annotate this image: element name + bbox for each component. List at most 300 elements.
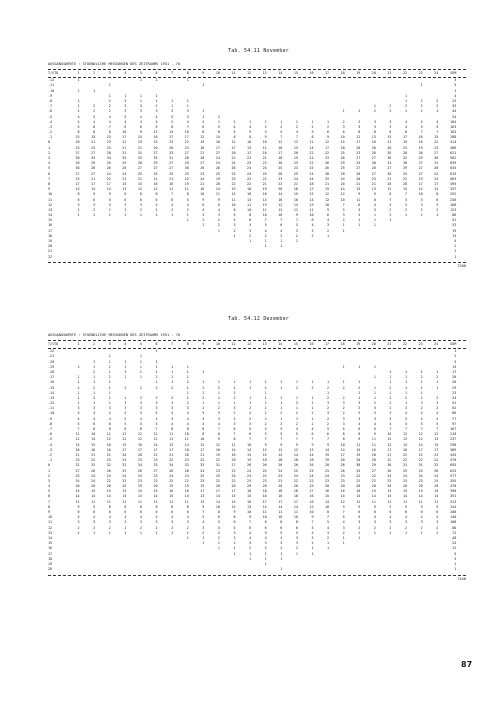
table-cell: 3 xyxy=(358,520,361,525)
header-cell: T/STD xyxy=(48,342,59,346)
table-cell: 18 xyxy=(278,458,283,463)
table-cell: 1 xyxy=(108,354,111,359)
table-cell: 20 xyxy=(262,484,267,489)
table-cell: 17 xyxy=(200,489,205,494)
table-cell: 4 xyxy=(436,119,439,124)
table-cell: 8 xyxy=(139,504,142,509)
table-cell: 2 xyxy=(295,421,298,426)
table-cell: 6 xyxy=(202,124,205,129)
table-cell: 18 xyxy=(262,458,267,463)
table-cell: 1 xyxy=(108,369,111,374)
table-cell: 17 xyxy=(106,181,111,186)
table-cell: 4 xyxy=(311,223,314,228)
table-cell: 1 xyxy=(420,530,423,535)
table-cell: 12 xyxy=(293,447,298,452)
row-label: 19 xyxy=(48,561,53,566)
page-number: 87 xyxy=(461,660,473,669)
table-cell: 15 xyxy=(75,442,80,447)
table-cell: 5 xyxy=(155,124,158,129)
table-cell: 8 xyxy=(139,192,142,197)
table-cell: 19 xyxy=(184,181,189,186)
table-cell: 7 xyxy=(202,510,205,514)
table-cell: 2 xyxy=(327,416,330,421)
table-cell: 25 xyxy=(169,171,174,176)
table-cell: 26 xyxy=(340,468,345,473)
header-cell: 6 xyxy=(155,342,158,346)
table-cell: 3 xyxy=(373,520,376,525)
table-cell: 14 xyxy=(106,187,111,192)
table-cell: 22 xyxy=(184,140,189,145)
table-cell: 20 xyxy=(231,484,236,489)
divider xyxy=(48,575,466,576)
table-cell: 3 xyxy=(280,541,283,546)
table-cell xyxy=(189,567,205,572)
table-cell: 17 xyxy=(153,447,158,452)
table-cell: 14 xyxy=(75,494,80,499)
table-cell: 2 xyxy=(77,364,80,369)
table-cell: 23 xyxy=(340,473,345,478)
row-label: -12 xyxy=(48,78,55,83)
table-cell: 3 xyxy=(217,411,220,416)
table-cell: 2 xyxy=(327,395,330,400)
table-cell: 4 xyxy=(373,421,376,426)
table-cell: 23 xyxy=(122,478,127,483)
table-cell: 10 xyxy=(200,437,205,442)
table-cell: 28 xyxy=(184,156,189,160)
table-cell: 17 xyxy=(200,447,205,452)
table-cell: 12 xyxy=(325,140,330,145)
row-sum: 445 xyxy=(450,452,457,457)
table-cell: 2 xyxy=(202,218,205,223)
row-label: 22 xyxy=(48,254,53,259)
table-cell: 1 xyxy=(358,364,361,369)
table-cell: 11 xyxy=(262,207,267,212)
table-cell: 4 xyxy=(436,416,439,421)
table-cell: 19 xyxy=(231,187,236,192)
table-cell: 27 xyxy=(434,150,439,155)
table-cell: 21 xyxy=(122,176,127,181)
table-cell: 11 xyxy=(153,499,158,504)
table-cell: 5 xyxy=(311,525,314,530)
table-cell: 23 xyxy=(278,473,283,478)
header-cell: 8 xyxy=(186,71,189,75)
table-cell: 3 xyxy=(327,530,330,535)
table-cell: 5 xyxy=(124,421,127,426)
table-cell: 11 xyxy=(371,437,376,442)
table-cell: 1 xyxy=(249,119,252,124)
table-cell: 14 xyxy=(356,494,361,499)
row-sum: 313 xyxy=(450,499,457,504)
table-cell: 2 xyxy=(358,406,361,411)
header-cell: 22 xyxy=(402,71,408,75)
table-cell: 2 xyxy=(124,411,127,416)
table-cell: 23 xyxy=(75,145,80,150)
table-cell: 20 xyxy=(387,181,392,186)
table-cell: 14 xyxy=(340,447,345,452)
row-label: 0 xyxy=(48,463,51,468)
table-cell: 27 xyxy=(215,150,220,155)
table-cell: 1 xyxy=(217,401,220,406)
table-cell: 25 xyxy=(402,171,408,176)
table-cell: 1 xyxy=(405,401,408,406)
table-cell: 12 xyxy=(75,437,80,442)
divider xyxy=(48,77,466,78)
header-cell: T/STD xyxy=(48,71,59,75)
table-cell: 1 xyxy=(93,375,96,380)
table-cell: 6 xyxy=(373,427,376,431)
table-cell: 27 xyxy=(356,156,361,160)
table-cell: 3 xyxy=(389,411,392,416)
table-cell: 1 xyxy=(420,83,423,88)
table-cell: 16 xyxy=(215,447,220,452)
table-cell: 1 xyxy=(280,401,283,406)
table-cell: 5 xyxy=(171,119,174,124)
row-label: 4 xyxy=(48,484,51,489)
table-cell: 7 xyxy=(217,427,220,431)
row-sum: 3 xyxy=(454,78,457,83)
table-cell: 10 xyxy=(309,510,314,514)
table-cell: 6 xyxy=(93,124,96,129)
table-cell: 32 xyxy=(122,463,127,468)
row-label: 15 xyxy=(48,541,53,546)
header-cell: SUM xyxy=(450,71,457,75)
table-cell: 9 xyxy=(389,504,392,509)
table-cell: 14 xyxy=(122,494,127,499)
table-cell: 1 xyxy=(358,535,361,540)
table-cell: 26 xyxy=(137,468,142,473)
table-cell: 14 xyxy=(262,197,267,202)
table-cell: 13 xyxy=(434,437,439,442)
table-cell: 12 xyxy=(293,140,298,145)
table-cell: 12 xyxy=(387,437,392,442)
table-cell: 33 xyxy=(169,150,174,155)
table-cell: 16 xyxy=(231,452,236,457)
row-sum: 24 xyxy=(452,541,457,546)
table-cell: 20 xyxy=(356,484,361,489)
table-cell: 4 xyxy=(264,228,267,233)
table-cell: 8 xyxy=(233,207,236,212)
table-cell: 14 xyxy=(402,442,408,447)
table-cell: 6 xyxy=(233,520,236,525)
table-cell: 6 xyxy=(77,510,80,514)
table-cell: 3 xyxy=(295,541,298,546)
table-cell: 9 xyxy=(249,515,252,520)
table-cell: 27 xyxy=(231,463,236,468)
table-cell: 7 xyxy=(264,437,267,442)
table-cell: 11 xyxy=(262,510,267,514)
table-cell: 4 xyxy=(155,119,158,124)
table-cell: 10 xyxy=(200,192,205,197)
table-cell: 8 xyxy=(77,192,80,197)
table-cell: 2 xyxy=(233,228,236,233)
table-cell: 1 xyxy=(124,375,127,380)
table-cell: 14 xyxy=(91,437,96,442)
table-cell: 22 xyxy=(169,458,174,463)
table-cell: 24 xyxy=(122,171,127,176)
header-cell: 18 xyxy=(340,71,345,75)
table-cell: 2 xyxy=(436,98,439,103)
table-cell: 1 xyxy=(280,395,283,400)
table-cell: 1 xyxy=(217,380,220,385)
row-label: 4 xyxy=(48,161,51,166)
table-cell: 10 xyxy=(247,442,252,447)
table-cell: 17 xyxy=(122,447,127,452)
table-cell: 2 xyxy=(155,385,158,390)
table-cell: 25 xyxy=(278,166,283,171)
table-cell: 2 xyxy=(249,416,252,421)
table-cell: 16 xyxy=(309,494,314,499)
table-cell: 12 xyxy=(200,135,205,140)
row-sum: 20 xyxy=(452,380,457,385)
table-cell: 23 xyxy=(200,171,205,176)
row-label: -7 xyxy=(48,427,53,431)
table-cell: 1 xyxy=(249,239,252,243)
table-cell: 1 xyxy=(373,364,376,369)
table-cell xyxy=(329,567,345,572)
table-cell xyxy=(220,567,236,572)
table-cell: 3 xyxy=(171,520,174,525)
row-label: 8 xyxy=(48,504,51,509)
table-cell: 20 xyxy=(231,458,236,463)
table-cell: 13 xyxy=(309,202,314,207)
row-label: 6 xyxy=(48,171,51,176)
table-cell: 2 xyxy=(373,525,376,530)
row-sum: 86 xyxy=(452,213,457,218)
table-cell: 1 xyxy=(171,364,174,369)
table-cell: 3 xyxy=(217,213,220,218)
table-cell: 1 xyxy=(389,213,392,218)
table-cell: 5 xyxy=(342,427,345,431)
table-cell: 3 xyxy=(249,541,252,546)
table-cell: 27 xyxy=(356,166,361,171)
table-cell: 30 xyxy=(402,161,408,166)
table-cell: 10 xyxy=(247,140,252,145)
table-cell: 4 xyxy=(171,515,174,520)
table-cell: 23 xyxy=(106,140,111,145)
table-cell: 22 xyxy=(309,161,314,166)
table-cell: 20 xyxy=(402,484,408,489)
table-cell: 3 xyxy=(186,406,189,411)
table-cell: 6 xyxy=(139,197,142,202)
table-cell: 1 xyxy=(93,359,96,364)
table-cell: 35 xyxy=(153,156,158,160)
table-cell: 6 xyxy=(155,197,158,202)
table-cell: 7 xyxy=(327,437,330,442)
table-cell: 2 xyxy=(327,228,330,233)
table-cell: 23 xyxy=(356,150,361,155)
table-cell: 3 xyxy=(436,520,439,525)
table-cell: 1 xyxy=(171,104,174,109)
table-cell: 4 xyxy=(249,124,252,129)
table-cell: 14 xyxy=(418,442,423,447)
table-cell: 22 xyxy=(106,176,111,181)
table-cell: 5 xyxy=(233,525,236,530)
table-cell: 1 xyxy=(155,98,158,103)
table-cell: 1 xyxy=(264,561,267,566)
table-cell: 14 xyxy=(309,145,314,150)
table-cell: 20 xyxy=(278,161,283,166)
row-label: 13 xyxy=(48,530,53,535)
table-cell xyxy=(126,567,142,572)
table-cell: 3 xyxy=(389,119,392,124)
table-cell: 20 xyxy=(278,187,283,192)
table-cell: 12 xyxy=(340,499,345,504)
table-cell: 4 xyxy=(202,207,205,212)
table-cell: 1 xyxy=(108,213,111,218)
row-label: -10 xyxy=(48,411,55,416)
table-cell: 34 xyxy=(137,463,142,468)
table-cell: 3 xyxy=(373,416,376,421)
table-cell: 16 xyxy=(169,181,174,186)
table-cell: 22 xyxy=(371,473,376,478)
table-cell: 1 xyxy=(405,375,408,380)
table-cell: 1 xyxy=(93,380,96,385)
table-cell: 4 xyxy=(155,114,158,119)
table-cell: 12 xyxy=(153,187,158,192)
table-cell: 24 xyxy=(106,473,111,478)
table-cell: 5 xyxy=(77,421,80,426)
table-cell: 3 xyxy=(124,202,127,207)
table-cell: 1 xyxy=(124,395,127,400)
table-cell: 10 xyxy=(262,213,267,218)
table-cell: 3 xyxy=(155,520,158,525)
table-cell: 12 xyxy=(153,432,158,437)
table-cell: 21 xyxy=(200,452,205,457)
table-cell: 20 xyxy=(184,452,189,457)
table-cell: 24 xyxy=(418,473,423,478)
table-cell: 2 xyxy=(217,223,220,228)
table-cell: 2 xyxy=(436,375,439,380)
table-cell: 1 xyxy=(342,380,345,385)
table-cell: 20 xyxy=(91,484,96,489)
row-sum: 639 xyxy=(450,161,457,166)
table-cell xyxy=(204,567,220,572)
table-cell: 23 xyxy=(247,161,252,166)
table-cell xyxy=(80,567,96,572)
table-cell: 14 xyxy=(309,452,314,457)
table-cell: 5 xyxy=(342,515,345,520)
table-cell: 1 xyxy=(139,213,142,218)
table-cell: 2 xyxy=(342,530,345,535)
table-cell: 27 xyxy=(137,166,142,171)
table-cell: 15 xyxy=(122,181,127,186)
header-cell: 3 xyxy=(108,71,111,75)
table-cell: 2 xyxy=(420,207,423,212)
table-cell: 2 xyxy=(420,98,423,103)
table-cell: 5 xyxy=(249,130,252,135)
row-label: -4 xyxy=(48,119,53,124)
table-cell: 4 xyxy=(124,119,127,124)
table-cell: 27 xyxy=(91,150,96,155)
table-cell: 28 xyxy=(340,171,345,176)
table-cell: 1 xyxy=(389,390,392,395)
table-cell: 33 xyxy=(153,463,158,468)
table-cell: 24 xyxy=(184,473,189,478)
row-label: -15 xyxy=(48,385,55,390)
table-cell: 2 xyxy=(124,207,127,212)
table-cell: 8 xyxy=(249,135,252,140)
row-label: 16 xyxy=(48,223,53,228)
table-cell: 1 xyxy=(358,218,361,223)
table-cell: 4 xyxy=(249,223,252,228)
table-cell: 15 xyxy=(402,187,408,192)
row-label: -9 xyxy=(48,93,53,98)
table-cell: 2 xyxy=(342,395,345,400)
row-label: -10 xyxy=(48,88,55,93)
table-cell: 12 xyxy=(122,432,127,437)
table-cell: 26 xyxy=(106,468,111,473)
table-cell: 5 xyxy=(93,114,96,119)
row-sum: 62 xyxy=(452,406,457,411)
table-cell: 5 xyxy=(264,432,267,437)
row-sum: 570 xyxy=(450,458,457,463)
row-label: -2 xyxy=(48,130,53,135)
table-cell: 3 xyxy=(202,525,205,530)
table-cell: 24 xyxy=(262,473,267,478)
table-cell: 16 xyxy=(418,135,423,140)
table-cell: 1 xyxy=(77,88,80,93)
table-cell: 8 xyxy=(202,130,205,135)
table-cell: 14 xyxy=(91,187,96,192)
table-cell: 26 xyxy=(231,166,236,171)
table-cell: 9 xyxy=(358,437,361,442)
table-cell xyxy=(391,255,407,260)
table-cell: 33 xyxy=(200,463,205,468)
table-cell: 1 xyxy=(186,390,189,395)
table-cell: 1 xyxy=(124,369,127,374)
table-cell: 15 xyxy=(418,489,423,494)
table-cell: 28 xyxy=(91,166,96,171)
table-cell: 23 xyxy=(75,176,80,181)
table-cell: 1 xyxy=(311,406,314,411)
table-cell: 9 xyxy=(420,504,423,509)
table-cell: 1 xyxy=(77,395,80,400)
table-cell: 2 xyxy=(155,375,158,380)
row-label: 6 xyxy=(48,494,51,499)
header-cell: 23 xyxy=(418,342,423,346)
table-cell: 2 xyxy=(217,218,220,223)
row-sum: 44 xyxy=(452,109,457,114)
row-sum: 17 xyxy=(452,369,457,374)
table-cell: 15 xyxy=(371,489,376,494)
table-cell: 21 xyxy=(106,452,111,457)
table-cell: 27 xyxy=(169,161,174,166)
table-cell: 4 xyxy=(420,119,423,124)
table-cell: 2 xyxy=(405,395,408,400)
table-cell xyxy=(236,255,252,260)
table-cell: 6 xyxy=(358,202,361,207)
table-cell: 1 xyxy=(202,114,205,119)
row-label: 10 xyxy=(48,192,53,197)
table-cell: 22 xyxy=(184,478,189,483)
table-cell: 31 xyxy=(434,161,439,166)
table-cell: 7 xyxy=(233,432,236,437)
table-cell: 7 xyxy=(295,437,298,442)
table-cell: 1 xyxy=(108,359,111,364)
table-cell: 3 xyxy=(373,406,376,411)
table-cell: 11 xyxy=(418,499,423,504)
row-sum: 298 xyxy=(450,442,457,447)
table-cell: 4 xyxy=(186,202,189,207)
table-cell: 11 xyxy=(75,432,80,437)
table-cell: 25 xyxy=(262,171,267,176)
table-cell: 19 xyxy=(137,484,142,489)
table-cell: 1 xyxy=(373,375,376,380)
table-cell: 25 xyxy=(418,468,423,473)
table-cell: 2 xyxy=(77,207,80,212)
table-cell: 1 xyxy=(202,401,205,406)
table-cell: 26 xyxy=(106,166,111,171)
